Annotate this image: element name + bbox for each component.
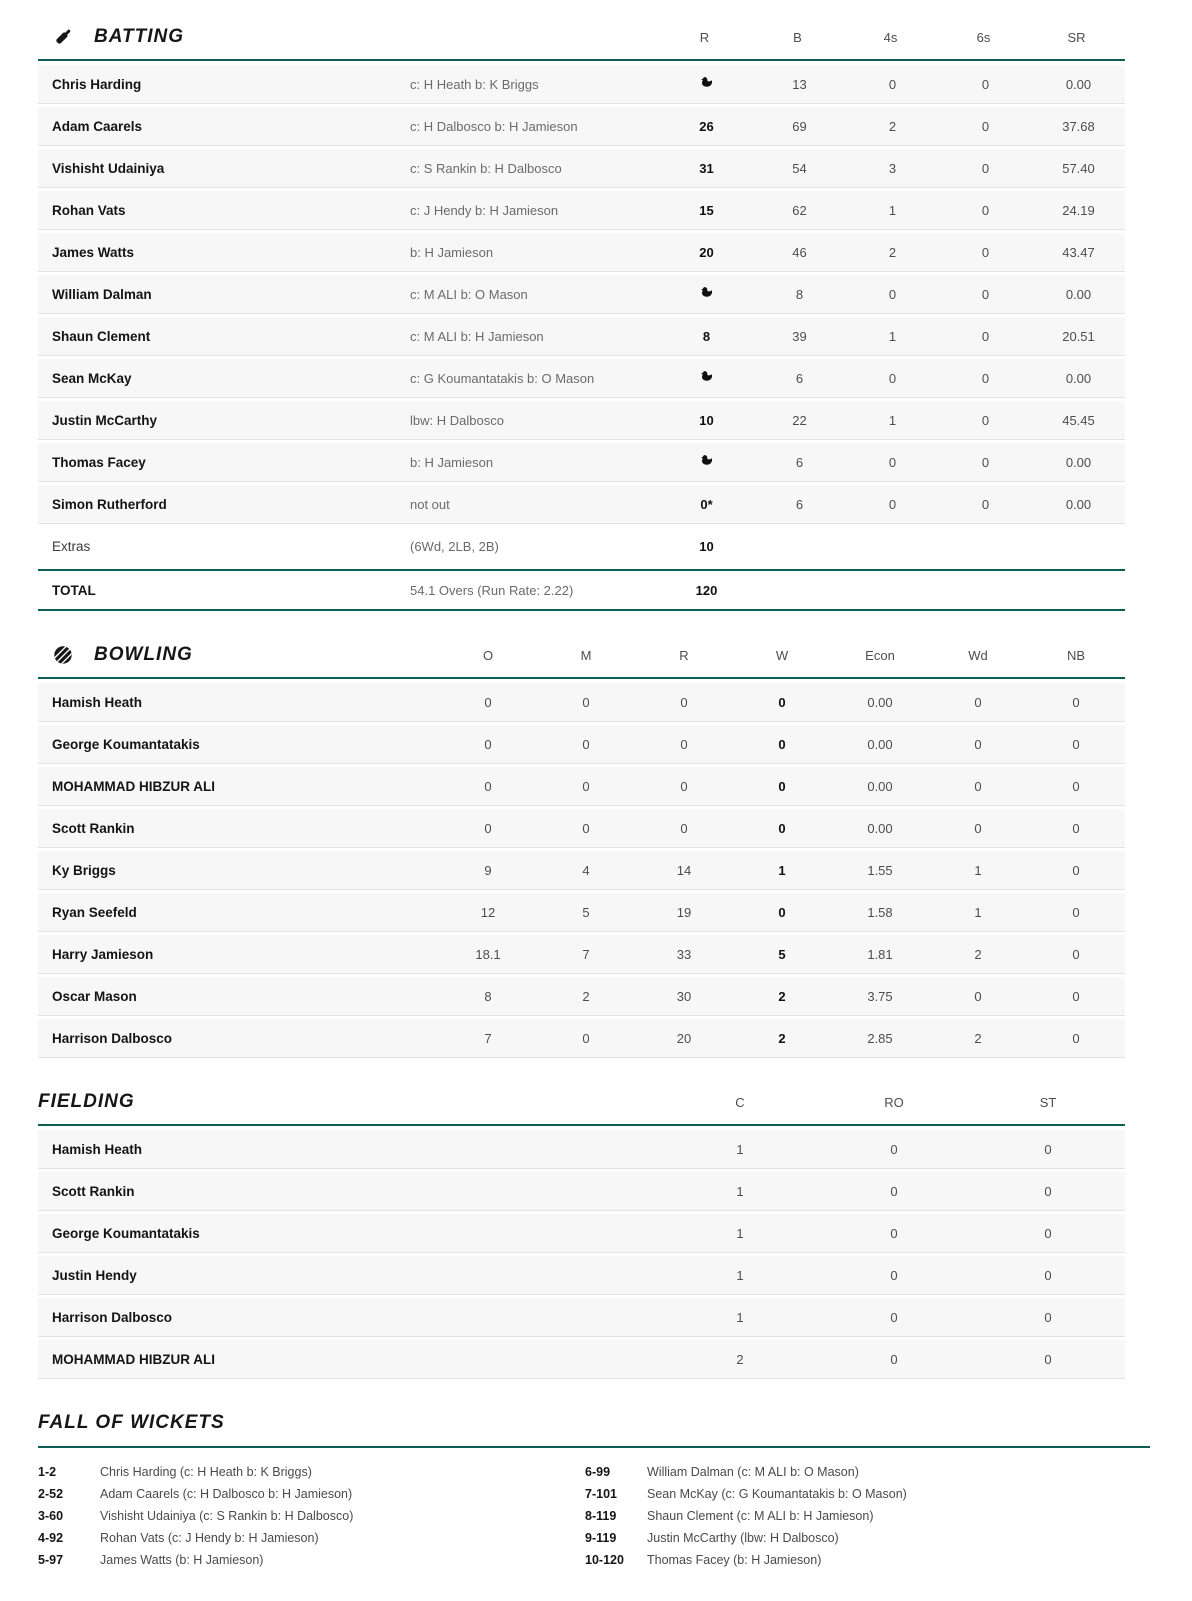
bowler-name: Harrison Dalbosco — [52, 1030, 173, 1046]
catches-cell: 1 — [736, 1141, 744, 1157]
balls-cell: 54 — [792, 160, 807, 176]
wicket-description: Rohan Vats (c: J Hendy b: H Jamieson) — [100, 1531, 319, 1545]
runs-value: 0* — [700, 496, 713, 512]
balls-cell: 8 — [795, 286, 804, 302]
wickets-cell: 0 — [778, 778, 786, 794]
batting-row — [38, 191, 1125, 230]
overs-cell: 0 — [484, 778, 492, 794]
batter-name: Vishisht Udainiya — [52, 160, 165, 176]
bowler-name: Ryan Seefeld — [52, 904, 137, 920]
wickets-cell: 5 — [778, 946, 786, 962]
dismissal-text: b: H Jamieson — [410, 454, 494, 470]
no-balls-cell: 0 — [1072, 988, 1080, 1004]
balls-cell: 69 — [792, 118, 807, 134]
wickets-cell: 2 — [778, 1030, 786, 1046]
sixes-cell: 0 — [981, 286, 990, 302]
bowler-name: Ky Briggs — [52, 862, 116, 878]
strike-rate-cell: 0.00 — [1065, 496, 1092, 512]
duck-icon — [699, 75, 714, 90]
batter-name: Adam Caarels — [52, 118, 143, 134]
fielder-name: Scott Rankin — [52, 1183, 135, 1199]
column-header-maidens: M — [580, 647, 592, 663]
batting-rows — [38, 61, 1125, 611]
fielding-row — [38, 1172, 1125, 1211]
runs-cell — [660, 245, 753, 260]
maidens-cell: 5 — [582, 904, 590, 920]
fall-of-wicket-item — [585, 1483, 1150, 1505]
ball-icon — [52, 644, 74, 666]
runs-cell — [660, 329, 753, 344]
bowler-name: MOHAMMAD HIBZUR ALI — [52, 778, 215, 794]
maidens-cell: 0 — [582, 820, 590, 836]
dismissal-text: c: J Hendy b: H Jamieson — [410, 202, 559, 218]
runs-cell — [660, 161, 753, 176]
wides-cell: 2 — [974, 1030, 982, 1046]
no-balls-cell: 0 — [1072, 1030, 1080, 1046]
batter-name: James Watts — [52, 244, 135, 260]
fielder-name: Hamish Heath — [52, 1141, 143, 1157]
no-balls-cell: 0 — [1072, 904, 1080, 920]
fours-cell: 1 — [888, 412, 897, 428]
duck-icon — [699, 453, 714, 468]
no-balls-cell: 0 — [1072, 694, 1080, 710]
runs-cell — [660, 453, 753, 471]
sixes-cell: 0 — [981, 202, 990, 218]
wicket-score: 3-60 — [38, 1509, 64, 1523]
strike-rate-cell: 0.00 — [1065, 454, 1092, 470]
runs-value: 20 — [699, 244, 714, 260]
wicket-description: James Watts (b: H Jamieson) — [100, 1553, 264, 1567]
balls-cell: 6 — [795, 454, 804, 470]
batter-name: William Dalman — [52, 286, 152, 302]
fielding-row — [38, 1298, 1125, 1337]
bowling-title: BOWLING — [94, 644, 193, 665]
dismissal-text: b: H Jamieson — [410, 244, 494, 260]
fall-of-wickets-section — [38, 1412, 1150, 1571]
extras-runs: 10 — [699, 539, 714, 554]
wicket-score: 1-2 — [38, 1465, 57, 1479]
bowling-row — [38, 767, 1125, 806]
column-header-runs-conceded: R — [679, 647, 689, 663]
batting-section — [38, 26, 1125, 611]
fours-cell: 3 — [888, 160, 897, 176]
stumpings-cell: 0 — [1044, 1351, 1052, 1367]
batting-row — [38, 275, 1125, 314]
balls-cell: 22 — [792, 412, 807, 428]
column-header-no-balls: NB — [1066, 647, 1086, 663]
overs-cell: 9 — [484, 862, 492, 878]
wickets-cell: 2 — [778, 988, 786, 1004]
runs-value: 31 — [699, 160, 714, 176]
wides-cell: 0 — [974, 988, 982, 1004]
fall-of-wickets-right-column — [585, 1461, 1150, 1571]
dismissal-text: lbw: H Dalbosco — [410, 412, 504, 428]
column-header-balls: B — [793, 29, 802, 45]
run-outs-cell: 0 — [890, 1141, 898, 1157]
bowling-row — [38, 893, 1125, 932]
fielding-title: FIELDING — [38, 1091, 135, 1112]
fielder-name: Justin Hendy — [52, 1267, 137, 1283]
stumpings-cell: 0 — [1044, 1183, 1052, 1199]
fours-cell: 1 — [888, 328, 897, 344]
runs-conceded-cell: 30 — [676, 988, 692, 1004]
fall-of-wicket-item — [38, 1505, 585, 1527]
batting-row — [38, 149, 1125, 188]
wides-cell: 0 — [974, 820, 982, 836]
wides-cell: 0 — [974, 694, 982, 710]
bowling-row — [38, 809, 1125, 848]
wicket-score: 7-101 — [585, 1487, 617, 1501]
no-balls-cell: 0 — [1072, 820, 1080, 836]
extras-detail: (6Wd, 2LB, 2B) — [410, 539, 499, 554]
fielding-row — [38, 1340, 1125, 1379]
batter-name: Shaun Clement — [52, 328, 151, 344]
maidens-cell: 4 — [582, 862, 590, 878]
catches-cell: 1 — [736, 1309, 744, 1325]
fours-cell: 2 — [888, 244, 897, 260]
run-outs-cell: 0 — [890, 1309, 898, 1325]
wicket-description: Justin McCarthy (lbw: H Dalbosco) — [647, 1531, 839, 1545]
economy-cell: 1.55 — [867, 862, 893, 878]
sixes-cell: 0 — [981, 412, 990, 428]
run-outs-cell: 0 — [890, 1225, 898, 1241]
column-header-economy: Econ — [865, 647, 895, 663]
wicket-description: William Dalman (c: M ALI b: O Mason) — [647, 1465, 859, 1479]
bowling-rows — [38, 679, 1125, 1058]
strike-rate-cell: 37.68 — [1062, 118, 1095, 134]
bowling-header — [38, 644, 1125, 679]
column-header-stumpings: ST — [1039, 1094, 1057, 1110]
bowling-row — [38, 935, 1125, 974]
bowling-row — [38, 1019, 1125, 1058]
wickets-cell: 0 — [778, 904, 786, 920]
strike-rate-cell: 45.45 — [1062, 412, 1095, 428]
fielding-rows — [38, 1126, 1125, 1379]
batter-name: Rohan Vats — [52, 202, 126, 218]
fall-of-wickets-title: FALL OF WICKETS — [38, 1412, 225, 1433]
maidens-cell: 0 — [582, 1030, 590, 1046]
catches-cell: 2 — [736, 1351, 744, 1367]
strike-rate-cell: 57.40 — [1062, 160, 1095, 176]
runs-cell — [660, 203, 753, 218]
wicket-score: 9-119 — [585, 1531, 617, 1545]
column-header-wickets: W — [775, 647, 789, 663]
overs-cell: 0 — [484, 820, 492, 836]
extras-label: Extras — [52, 539, 91, 554]
bowling-row — [38, 977, 1125, 1016]
runs-conceded-cell: 0 — [680, 820, 688, 836]
stumpings-cell: 0 — [1044, 1141, 1052, 1157]
column-header-catches: C — [735, 1094, 745, 1110]
column-header-run-outs: RO — [884, 1094, 904, 1110]
wicket-description: Shaun Clement (c: M ALI b: H Jamieson) — [647, 1509, 874, 1523]
dismissal-text: c: M ALI b: H Jamieson — [410, 328, 544, 344]
fall-of-wicket-item — [585, 1527, 1150, 1549]
strike-rate-cell: 0.00 — [1065, 76, 1092, 92]
bowling-row — [38, 683, 1125, 722]
catches-cell: 1 — [736, 1225, 744, 1241]
fall-of-wicket-item — [38, 1461, 585, 1483]
fielder-name: George Koumantatakis — [52, 1225, 200, 1241]
sixes-cell: 0 — [981, 328, 990, 344]
wides-cell: 1 — [974, 904, 982, 920]
no-balls-cell: 0 — [1072, 946, 1080, 962]
bowler-name: George Koumantatakis — [52, 736, 200, 752]
fielding-row — [38, 1214, 1125, 1253]
stumpings-cell: 0 — [1044, 1225, 1052, 1241]
runs-conceded-cell: 0 — [680, 694, 688, 710]
batter-name: Chris Harding — [52, 76, 142, 92]
batting-row — [38, 233, 1125, 272]
sixes-cell: 0 — [981, 370, 990, 386]
wides-cell: 0 — [974, 778, 982, 794]
wicket-score: 4-92 — [38, 1531, 64, 1545]
fall-of-wickets-list — [38, 1448, 1150, 1571]
batting-row — [38, 317, 1125, 356]
wicket-score: 5-97 — [38, 1553, 64, 1567]
catches-cell: 1 — [736, 1267, 744, 1283]
fall-of-wicket-item — [38, 1549, 585, 1571]
fall-of-wicket-item — [585, 1461, 1150, 1483]
wicket-score: 10-120 — [585, 1553, 624, 1567]
extras-row — [38, 527, 1125, 566]
dismissal-text: c: M ALI b: O Mason — [410, 286, 528, 302]
sixes-cell: 0 — [981, 160, 990, 176]
runs-value: 15 — [699, 202, 714, 218]
batting-row — [38, 65, 1125, 104]
dismissal-text: c: H Dalbosco b: H Jamieson — [410, 118, 578, 134]
balls-cell: 39 — [792, 328, 807, 344]
runs-conceded-cell: 33 — [676, 946, 692, 962]
economy-cell: 0.00 — [867, 778, 893, 794]
economy-cell: 1.81 — [867, 946, 893, 962]
runs-cell — [660, 413, 753, 428]
wicket-description: Thomas Facey (b: H Jamieson) — [647, 1553, 822, 1567]
fielder-name: Harrison Dalbosco — [52, 1309, 173, 1325]
column-header-wides: Wd — [968, 647, 988, 663]
runs-conceded-cell: 14 — [676, 862, 692, 878]
economy-cell: 3.75 — [867, 988, 893, 1004]
fielder-name: MOHAMMAD HIBZUR ALI — [52, 1351, 215, 1367]
fielding-section — [38, 1091, 1125, 1379]
wides-cell: 1 — [974, 862, 982, 878]
fielding-row — [38, 1256, 1125, 1295]
economy-cell: 0.00 — [867, 694, 893, 710]
stumpings-cell: 0 — [1044, 1267, 1052, 1283]
fall-of-wicket-item — [38, 1527, 585, 1549]
strike-rate-cell: 43.47 — [1062, 244, 1095, 260]
wickets-cell: 0 — [778, 736, 786, 752]
bowler-name: Hamish Heath — [52, 694, 143, 710]
column-header-sixes: 6s — [976, 29, 991, 45]
fall-of-wickets-header — [38, 1412, 1150, 1448]
runs-conceded-cell: 20 — [676, 1030, 692, 1046]
strike-rate-cell: 0.00 — [1065, 286, 1092, 302]
wickets-cell: 0 — [778, 694, 786, 710]
bowling-row — [38, 851, 1125, 890]
fours-cell: 0 — [888, 454, 897, 470]
batter-name: Justin McCarthy — [52, 412, 158, 428]
wicket-description: Adam Caarels (c: H Dalbosco b: H Jamieson) — [100, 1487, 353, 1501]
wides-cell: 2 — [974, 946, 982, 962]
runs-value: 8 — [702, 328, 711, 344]
maidens-cell: 0 — [582, 694, 590, 710]
fours-cell: 1 — [888, 202, 897, 218]
catches-cell: 1 — [736, 1183, 744, 1199]
duck-icon — [699, 285, 714, 300]
sixes-cell: 0 — [981, 496, 990, 512]
runs-cell — [660, 75, 753, 93]
total-label: TOTAL — [52, 582, 96, 598]
wicket-description: Vishisht Udainiya (c: S Rankin b: H Dalbosco) — [100, 1509, 354, 1523]
fours-cell: 0 — [888, 286, 897, 302]
economy-cell: 2.85 — [867, 1030, 893, 1046]
balls-cell: 62 — [792, 202, 807, 218]
fielding-header — [38, 1091, 1125, 1126]
strike-rate-cell: 24.19 — [1062, 202, 1095, 218]
dismissal-text: c: H Heath b: K Briggs — [410, 76, 539, 92]
sixes-cell: 0 — [981, 76, 990, 92]
overs-cell: 8 — [484, 988, 492, 1004]
sixes-cell: 0 — [981, 118, 990, 134]
run-outs-cell: 0 — [890, 1267, 898, 1283]
wicket-description: Chris Harding (c: H Heath b: K Briggs) — [100, 1465, 312, 1479]
fours-cell: 0 — [888, 370, 897, 386]
wicket-description: Sean McKay (c: G Koumantatakis b: O Mason) — [647, 1487, 907, 1501]
runs-cell — [660, 285, 753, 303]
run-outs-cell: 0 — [890, 1183, 898, 1199]
batter-name: Simon Rutherford — [52, 496, 167, 512]
maidens-cell: 7 — [582, 946, 590, 962]
economy-cell: 0.00 — [867, 736, 893, 752]
overs-cell: 12 — [480, 904, 496, 920]
sixes-cell: 0 — [981, 454, 990, 470]
batting-header — [38, 26, 1125, 61]
batter-name: Sean McKay — [52, 370, 132, 386]
fours-cell: 2 — [888, 118, 897, 134]
fours-cell: 0 — [888, 76, 897, 92]
bat-icon — [52, 26, 74, 48]
duck-icon — [699, 369, 714, 384]
wides-cell: 0 — [974, 736, 982, 752]
dismissal-text: c: G Koumantatakis b: O Mason — [410, 370, 595, 386]
runs-conceded-cell: 0 — [680, 778, 688, 794]
column-header-runs: R — [699, 29, 710, 45]
batting-row — [38, 401, 1125, 440]
balls-cell: 6 — [795, 496, 804, 512]
batting-row — [38, 359, 1125, 398]
balls-cell: 6 — [795, 370, 804, 386]
total-row — [38, 569, 1125, 611]
overs-cell: 0 — [484, 736, 492, 752]
stumpings-cell: 0 — [1044, 1309, 1052, 1325]
fall-of-wicket-item — [38, 1483, 585, 1505]
no-balls-cell: 0 — [1072, 862, 1080, 878]
bowler-name: Oscar Mason — [52, 988, 137, 1004]
runs-cell — [660, 497, 753, 512]
wicket-score: 6-99 — [585, 1465, 611, 1479]
batting-row — [38, 107, 1125, 146]
dismissal-text: not out — [410, 496, 450, 512]
column-header-overs: O — [482, 647, 494, 663]
fours-cell: 0 — [888, 496, 897, 512]
wicket-score: 2-52 — [38, 1487, 64, 1501]
fall-of-wickets-left-column — [38, 1461, 585, 1571]
maidens-cell: 0 — [582, 736, 590, 752]
economy-cell: 0.00 — [867, 820, 893, 836]
column-header-strike-rate: SR — [1067, 29, 1086, 45]
total-overs-detail: 54.1 Overs (Run Rate: 2.22) — [410, 582, 574, 598]
balls-cell: 13 — [792, 76, 807, 92]
economy-cell: 1.58 — [867, 904, 893, 920]
balls-cell: 46 — [792, 244, 807, 260]
no-balls-cell: 0 — [1072, 778, 1080, 794]
batter-name: Thomas Facey — [52, 454, 146, 470]
wickets-cell: 1 — [778, 862, 786, 878]
fall-of-wicket-item — [585, 1549, 1150, 1571]
overs-cell: 7 — [484, 1030, 492, 1046]
runs-conceded-cell: 19 — [676, 904, 692, 920]
batting-title: BATTING — [94, 26, 185, 47]
bowler-name: Harry Jamieson — [52, 946, 154, 962]
strike-rate-cell: 20.51 — [1062, 328, 1095, 344]
runs-value: 26 — [699, 118, 714, 134]
maidens-cell: 2 — [582, 988, 590, 1004]
no-balls-cell: 0 — [1072, 736, 1080, 752]
bowler-name: Scott Rankin — [52, 820, 135, 836]
run-outs-cell: 0 — [890, 1351, 898, 1367]
wicket-score: 8-119 — [585, 1509, 617, 1523]
runs-cell — [660, 369, 753, 387]
dismissal-text: c: S Rankin b: H Dalbosco — [410, 160, 562, 176]
runs-cell — [660, 119, 753, 134]
fall-of-wicket-item — [585, 1505, 1150, 1527]
runs-value: 10 — [699, 412, 714, 428]
strike-rate-cell: 0.00 — [1065, 370, 1092, 386]
runs-conceded-cell: 0 — [680, 736, 688, 752]
column-header-fours: 4s — [883, 29, 898, 45]
wickets-cell: 0 — [778, 820, 786, 836]
total-runs: 120 — [695, 582, 718, 598]
bowling-section — [38, 644, 1125, 1058]
overs-cell: 0 — [484, 694, 492, 710]
batting-row — [38, 485, 1125, 524]
batting-row — [38, 443, 1125, 482]
fielding-row — [38, 1130, 1125, 1169]
sixes-cell: 0 — [981, 244, 990, 260]
overs-cell: 18.1 — [475, 946, 501, 962]
maidens-cell: 0 — [582, 778, 590, 794]
bowling-row — [38, 725, 1125, 764]
